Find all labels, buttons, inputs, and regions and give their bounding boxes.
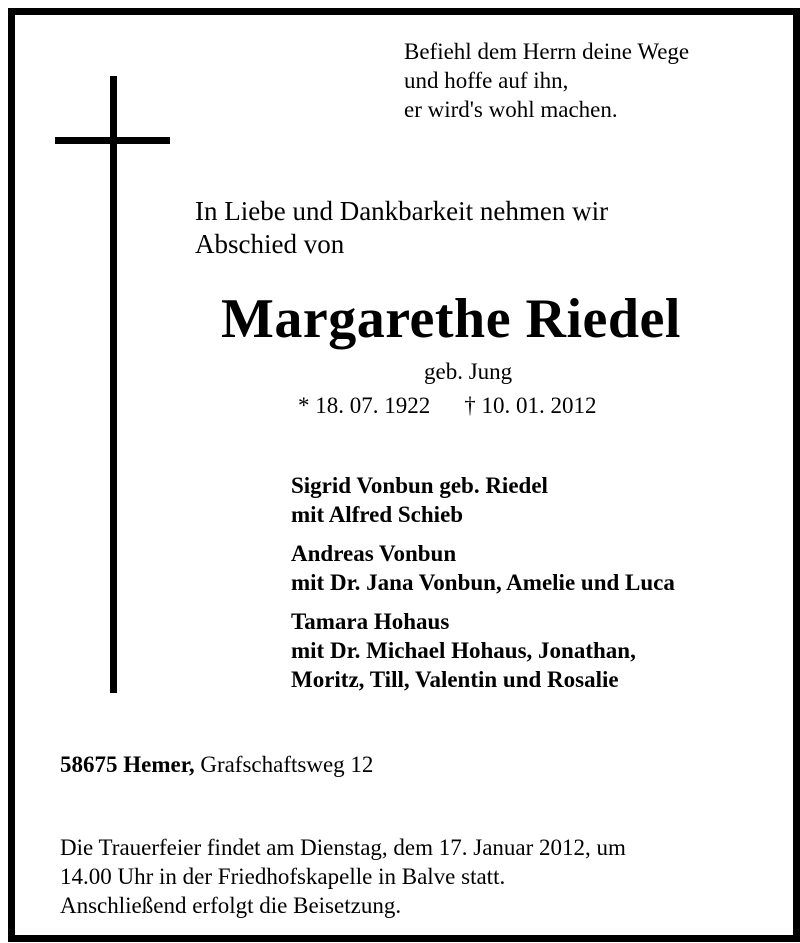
mourner-line: mit Alfred Schieb	[291, 502, 464, 527]
address	[60, 752, 373, 778]
mourner-line: Sigrid Vonbun geb. Riedel	[291, 473, 548, 498]
mourner-line: Andreas Vonbun	[291, 541, 457, 566]
funeral-line: Die Trauerfeier findet am Dienstag, dem 17. Januar 2012, um	[60, 835, 626, 860]
mourner-line: Tamara Hohaus	[291, 609, 450, 634]
mourner-group	[291, 539, 675, 597]
mourner-line: Moritz, Till, Valentin und Rosalie	[291, 667, 619, 692]
deceased-name: Margarethe Riedel	[221, 288, 681, 350]
motto-line: Befiehl dem Herrn deine Wege	[404, 39, 690, 64]
cross-icon-bar	[55, 137, 170, 144]
motto-verse	[404, 37, 689, 124]
life-dates	[298, 393, 597, 419]
mourners-list	[291, 471, 675, 704]
funeral-line: 14.00 Uhr in der Friedhofskapelle in Balve statt.	[60, 864, 506, 889]
mourner-group	[291, 471, 675, 529]
death-date: † 10. 01. 2012	[464, 393, 597, 418]
intro-line: Abschied von	[195, 229, 345, 259]
intro-text	[195, 195, 608, 261]
maiden-name: geb. Jung	[424, 359, 513, 384]
birth-date: * 18. 07. 1922	[298, 393, 431, 418]
mourner-line: mit Dr. Michael Hohaus, Jonathan,	[291, 638, 636, 663]
mourner-line: mit Dr. Jana Vonbun, Amelie und Luca	[291, 570, 675, 595]
obituary-frame	[8, 8, 800, 942]
cross-icon	[110, 76, 117, 693]
motto-line: er wird's wohl machen.	[404, 97, 618, 122]
intro-line: In Liebe und Dankbarkeit nehmen wir	[195, 196, 609, 226]
funeral-line: Anschließend erfolgt die Beisetzung.	[60, 893, 402, 918]
motto-line: und hoffe auf ihn,	[404, 68, 569, 93]
funeral-notice	[60, 833, 626, 920]
mourner-group	[291, 607, 675, 694]
address-city: 58675 Hemer,	[60, 752, 195, 777]
address-street: Grafschaftsweg 12	[200, 752, 374, 777]
